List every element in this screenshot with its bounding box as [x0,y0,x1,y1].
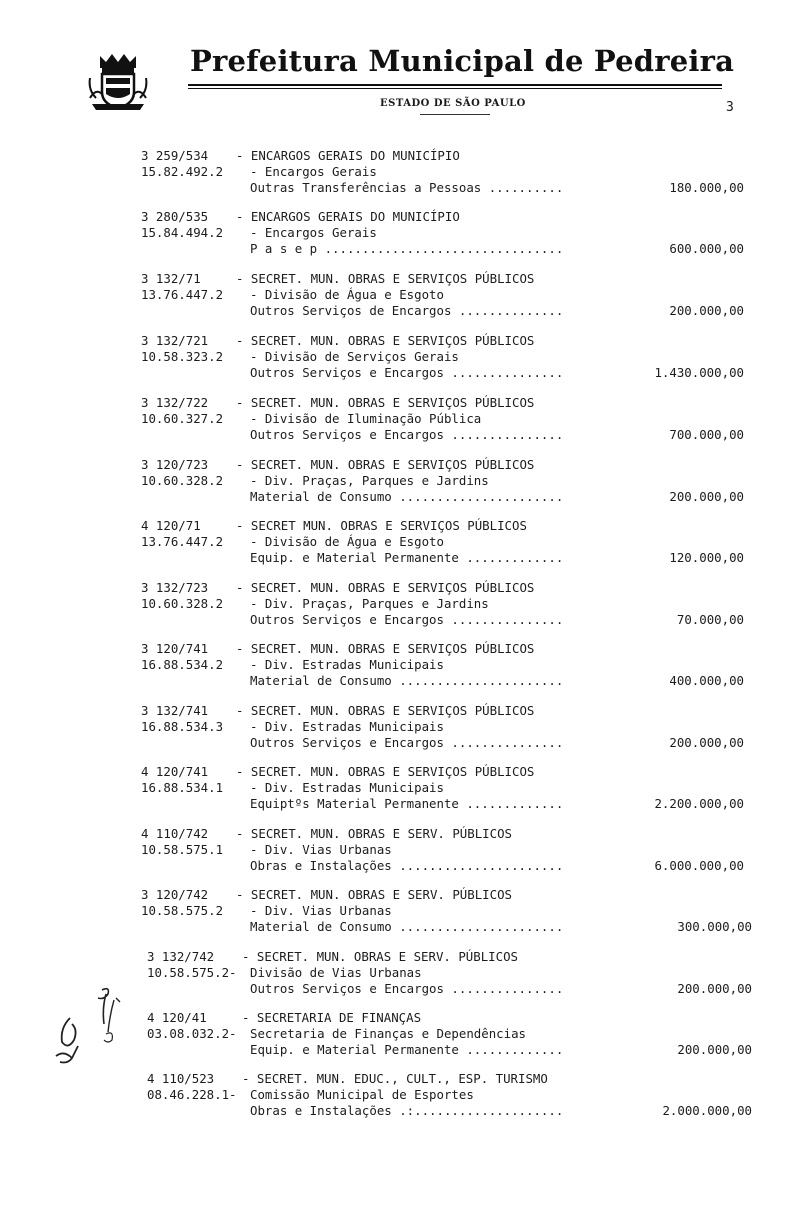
budget-entry [0,887,800,947]
budget-entry [0,580,800,640]
entry-code: 3 120/741 [141,641,209,656]
entry-amount: 200.000,00 [677,981,752,996]
entry-division: - Div. Vias Urbanas [250,842,392,857]
entry-amount: 2.000.000,00 [662,1103,752,1118]
budget-entry [0,457,800,517]
budget-entry [0,826,800,886]
entry-code: 3 280/535 [141,209,209,224]
entry-division: - Div. Praças, Parques e Jardins [250,596,489,611]
entry-expense-item: P a s e p ................................ [250,241,564,256]
entry-expense-item: Outros Serviços de Encargos .............. [250,303,564,318]
entry-department: - SECRET MUN. OBRAS E SERVIÇOS PÚBLICOS [236,518,527,533]
entry-code: 4 120/71 [141,518,201,533]
entry-classification: 08.46.228.1- [147,1087,237,1102]
entry-division: - Divisão de Água e Esgoto [250,534,444,549]
entry-amount: 600.000,00 [669,241,744,256]
entry-code: 3 120/723 [141,457,209,472]
entry-amount: 200.000,00 [677,1042,752,1057]
entry-code: 3 120/742 [141,887,209,902]
entry-code: 3 132/742 [147,949,215,964]
entry-division: - Divisão de Água e Esgoto [250,287,444,302]
entry-code: 3 132/71 [141,271,201,286]
entry-department: - SECRET. MUN. OBRAS E SERVIÇOS PÚBLICOS [236,333,535,348]
entry-code: 3 132/722 [141,395,209,410]
entry-department: - SECRET. MUN. OBRAS E SERV. PÚBLICOS [236,887,513,902]
entry-expense-item: Material de Consumo ...................... [250,673,564,688]
entry-division: - Encargos Gerais [250,225,377,240]
entry-classification: 16.88.534.2 [141,657,224,672]
entry-code: 4 110/742 [141,826,209,841]
page-number: 3 [726,100,734,115]
budget-entry [0,703,800,763]
entry-code: 3 259/534 [141,148,209,163]
entry-classification: 10.60.328.2 [141,596,224,611]
entry-amount: 70.000,00 [676,612,744,627]
entry-classification: 03.08.032.2- [147,1026,237,1041]
entry-amount: 180.000,00 [669,180,744,195]
entry-division: - Divisão de Iluminação Pública [250,411,482,426]
entry-department: - SECRET. MUN. OBRAS E SERVIÇOS PÚBLICOS [236,764,535,779]
state-underline [420,114,490,115]
entry-expense-item: Outros Serviços e Encargos ............... [250,427,564,442]
entry-classification: 10.58.323.2 [141,349,224,364]
entry-classification: 13.76.447.2 [141,287,224,302]
entry-amount: 200.000,00 [669,303,744,318]
page-title: Prefeitura Municipal de Pedreira [190,44,735,78]
entry-classification: 15.82.492.2 [141,164,224,179]
entry-department: - ENCARGOS GERAIS DO MUNICÍPIO [236,209,460,224]
entry-department: - SECRET. MUN. OBRAS E SERVIÇOS PÚBLICOS [236,395,535,410]
entry-department: - SECRET. MUN. EDUC., CULT., ESP. TURISMO [242,1071,548,1086]
entry-division: - Div. Estradas Municipais [250,780,444,795]
entry-expense-item: Outros Serviços e Encargos ............... [250,365,564,380]
entry-amount: 120.000,00 [669,550,744,565]
entry-classification: 13.76.447.2 [141,534,224,549]
entry-division: - Divisão de Serviços Gerais [250,349,459,364]
entry-department: - SECRET. MUN. OBRAS E SERVIÇOS PÚBLICOS [236,457,535,472]
entry-amount: 1.430.000,00 [654,365,744,380]
state-subtitle: ESTADO DE SÃO PAULO [380,98,526,109]
header-rule-thin [188,88,722,89]
entry-amount: 6.000.000,00 [654,858,744,873]
entry-department: - SECRET. MUN. OBRAS E SERVIÇOS PÚBLICOS [236,271,535,286]
handwritten-initials [50,984,130,1074]
entry-department: - SECRETARIA DE FINANÇAS [242,1010,422,1025]
entry-amount: 400.000,00 [669,673,744,688]
entry-division: - Div. Praças, Parques e Jardins [250,473,489,488]
entry-division: - Div. Estradas Municipais [250,719,444,734]
budget-entry [0,764,800,824]
budget-entry [0,209,800,269]
entry-code: 4 110/523 [147,1071,215,1086]
header-rule [188,84,722,86]
entry-classification: 16.88.534.1 [141,780,224,795]
entry-amount: 2.200.000,00 [654,796,744,811]
budget-entry [0,1071,800,1131]
entry-expense-item: Equip. e Material Permanente ............. [250,550,564,565]
entry-classification: 10.60.327.2 [141,411,224,426]
entry-expense-item: Outras Transferências a Pessoas .......... [250,180,564,195]
entry-expense-item: Material de Consumo ...................... [250,919,564,934]
budget-entry [0,148,800,208]
entry-code: 3 132/723 [141,580,209,595]
entry-code: 4 120/741 [141,764,209,779]
entry-code: 3 132/741 [141,703,209,718]
entry-code: 3 132/721 [141,333,209,348]
entry-division: Comissão Municipal de Esportes [250,1087,474,1102]
entry-division: - Encargos Gerais [250,164,377,179]
entry-classification: 10.58.575.2 [141,903,224,918]
entry-department: - SECRET. MUN. OBRAS E SERV. PÚBLICOS [242,949,519,964]
entry-expense-item: Outros Serviços e Encargos ............... [250,981,564,996]
entry-expense-item: Outros Serviços e Encargos ............... [250,735,564,750]
entry-amount: 200.000,00 [669,735,744,750]
entry-expense-item: Obras e Instalações .:.................... [250,1103,564,1118]
entry-amount: 300.000,00 [677,919,752,934]
budget-entry [0,395,800,455]
entry-expense-item: Equip. e Material Permanente ............. [250,1042,564,1057]
budget-entry [0,641,800,701]
entry-classification: 10.58.575.1 [141,842,224,857]
entry-expense-item: Material de Consumo ...................... [250,489,564,504]
budget-entry [0,333,800,393]
entry-classification: 16.88.534.3 [141,719,224,734]
entry-classification: 15.84.494.2 [141,225,224,240]
entry-classification: 10.58.575.2- [147,965,237,980]
entry-department: - SECRET. MUN. OBRAS E SERVIÇOS PÚBLICOS [236,580,535,595]
entry-department: - SECRET. MUN. OBRAS E SERVIÇOS PÚBLICOS [236,641,535,656]
entry-department: - ENCARGOS GERAIS DO MUNICÍPIO [236,148,460,163]
budget-entry [0,271,800,331]
entry-expense-item: Equiptºs Material Permanente ............. [250,796,564,811]
entry-amount: 700.000,00 [669,427,744,442]
entry-department: - SECRET. MUN. OBRAS E SERVIÇOS PÚBLICOS [236,703,535,718]
entry-department: - SECRET. MUN. OBRAS E SERV. PÚBLICOS [236,826,513,841]
entry-division: - Div. Estradas Municipais [250,657,444,672]
entry-division: - Div. Vias Urbanas [250,903,392,918]
entry-expense-item: Outros Serviços e Encargos ............... [250,612,564,627]
budget-entry [0,518,800,578]
entry-division: Divisão de Vias Urbanas [250,965,422,980]
entry-code: 4 120/41 [147,1010,207,1025]
entry-expense-item: Obras e Instalações ...................... [250,858,564,873]
entry-classification: 10.60.328.2 [141,473,224,488]
municipal-coat-of-arms-icon [86,48,150,112]
entry-division: Secretaria de Finanças e Dependências [250,1026,527,1041]
entry-amount: 200.000,00 [669,489,744,504]
